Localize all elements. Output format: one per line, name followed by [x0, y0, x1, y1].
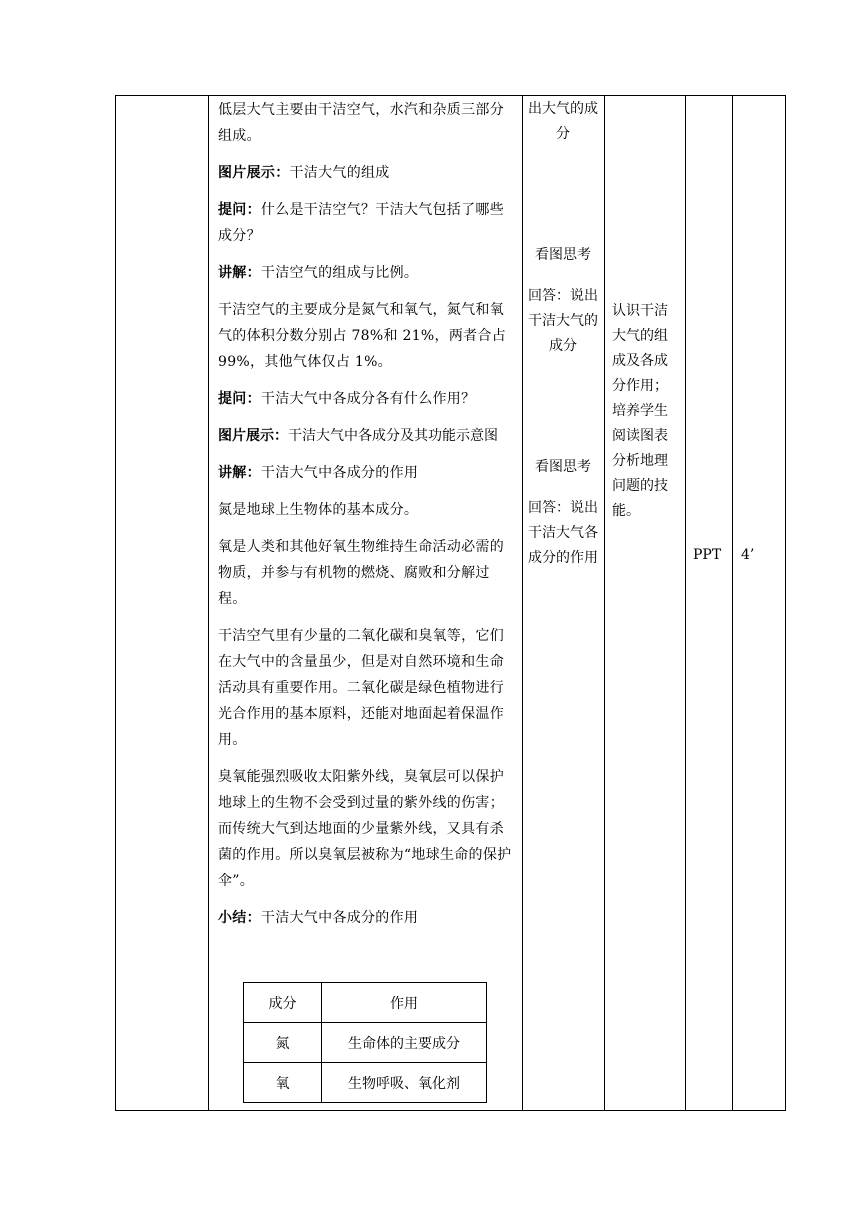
cell-function: 生物呼吸、氧化剂 — [322, 1063, 487, 1103]
paragraph-13 — [218, 905, 518, 931]
header-function: 作用 — [322, 983, 487, 1023]
label-explain: 讲解： — [218, 265, 261, 281]
paragraph-2-text: 干洁大气的组成 — [289, 165, 390, 181]
table-divider-2 — [522, 95, 523, 1111]
cell-component: 氧 — [244, 1063, 322, 1103]
label-question-2: 提问： — [218, 391, 261, 407]
table-divider-1 — [208, 95, 209, 1111]
paragraph-6 — [218, 386, 518, 412]
table-divider-4 — [685, 95, 686, 1111]
label-picture-display: 图片展示： — [218, 165, 290, 181]
student-activity-text: 看图思考 — [535, 247, 591, 263]
teacher-activity-cell — [218, 97, 518, 942]
paragraph-8-text: 干洁大气中各成分的作用 — [260, 465, 419, 481]
paragraph-4-text: 干洁空气的组成与比例。 — [260, 265, 419, 281]
paragraph-2 — [218, 160, 518, 186]
table-divider-3 — [604, 95, 605, 1111]
paragraph-9: 氮是地球上生物体的基本成分。 — [218, 502, 419, 518]
paragraph-12: 臭氧能强烈吸收太阳紫外线，臭氧层可以保护地球上的生物不会受到过量的紫外线的伤害；而传统大气到达地面的少量紫外线，又具有杀菌的作用。所以臭氧层被称为“地球生命的保护伞”。 — [218, 769, 512, 889]
table-row — [244, 1023, 487, 1063]
paragraph-3 — [218, 197, 518, 249]
time-cell: 4’ — [741, 547, 755, 563]
table-row — [244, 1063, 487, 1103]
paragraph-7-text: 干洁大气中各成分及其功能示意图 — [288, 428, 498, 444]
label-summary: 小结： — [218, 910, 261, 926]
paragraph-8 — [218, 460, 518, 486]
design-intent-text-1: 认识干洁大气的组成及各成分作用； — [612, 303, 668, 394]
media-cell: PPT — [693, 547, 722, 563]
paragraph-10: 氧是人类和其他好氧生物维持生命活动必需的物质，并参与有机物的燃烧、腐败和分解过程。 — [218, 539, 504, 607]
cell-function: 生命体的主要成分 — [322, 1023, 487, 1063]
design-intent-cell — [612, 299, 678, 524]
design-intent-text-2: 培养学生阅读图表分析地理问题的技能。 — [612, 403, 668, 519]
student-activity-text: 回答：说出干洁大气各成分的作用 — [528, 500, 598, 566]
student-activity-3 — [528, 455, 598, 480]
student-activity-1 — [528, 243, 598, 268]
student-activity-text: 看图思考 — [535, 459, 591, 475]
student-activity-text: 出大气的成分 — [528, 101, 598, 142]
paragraph-7 — [218, 423, 518, 449]
paragraph-13-text: 干洁大气中各成分的作用 — [260, 910, 419, 926]
label-explain-2: 讲解： — [218, 465, 261, 481]
paragraph-6-text: 干洁大气中各成分各有什么作用？ — [260, 391, 476, 407]
paragraph-4 — [218, 260, 518, 286]
label-picture-display-2: 图片展示： — [218, 428, 288, 444]
table-border-left — [115, 95, 116, 1111]
paragraph-5: 干洁空气的主要成分是氮气和氧气，氮气和氧气的体积分数分别占 78%和 21%，两者合占 99%，其他气体仅占 1%。 — [218, 302, 507, 370]
table-row — [244, 983, 487, 1023]
table-border-right — [785, 95, 786, 1111]
header-component: 成分 — [244, 983, 322, 1023]
label-question: 提问： — [218, 202, 261, 218]
student-activity-4 — [528, 496, 598, 571]
cell-component: 氮 — [244, 1023, 322, 1063]
student-activity-text: 回答：说出干洁大气的成分 — [528, 288, 598, 354]
summary-table — [243, 982, 487, 1103]
student-activity-top — [528, 97, 598, 147]
table-divider-5 — [732, 95, 733, 1111]
student-activity-2 — [528, 284, 598, 359]
paragraph-1: 低层大气主要由干洁空气，水汽和杂质三部分组成。 — [218, 102, 504, 144]
paragraph-3-text: 什么是干洁空气？干洁大气包括了哪些成分？ — [218, 202, 505, 244]
paragraph-11: 干洁空气里有少量的二氧化碳和臭氧等，它们在大气中的含量虽少，但是对自然环境和生命活动具有重要作用。二氧化碳是绿色植物进行光合作用的基本原料，还能对地面起着保温作用。 — [218, 628, 504, 748]
